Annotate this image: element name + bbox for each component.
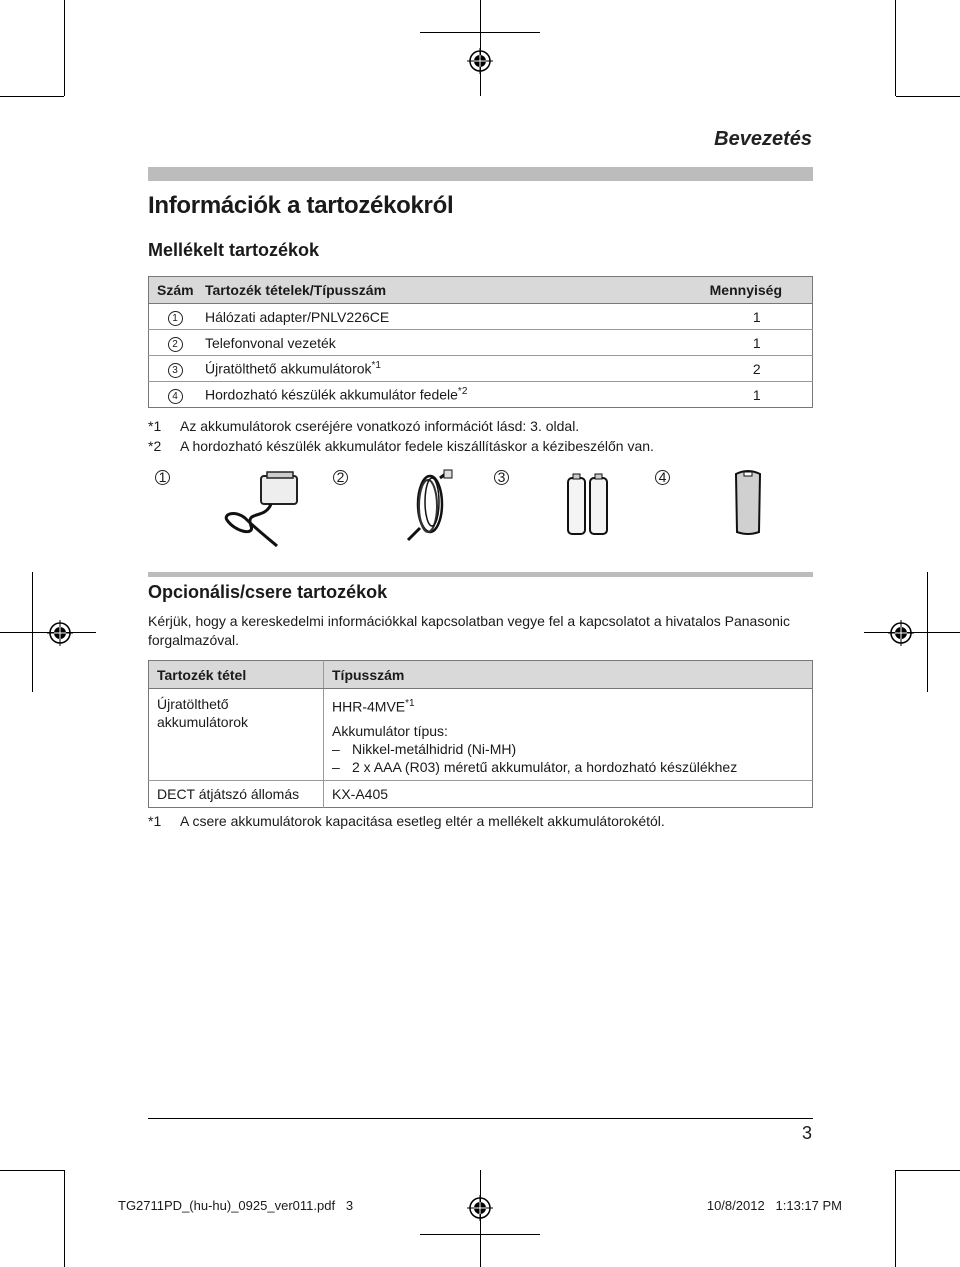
spec-text: 2 x AAA (R03) méretű akkumulátor, a hordozható készülékhez xyxy=(352,758,738,775)
footer-line xyxy=(148,1118,813,1119)
item-number: 3 xyxy=(168,363,183,378)
registration-mark-icon xyxy=(47,620,73,646)
spec-text: Nikkel-metálhidrid (Ni-MH) xyxy=(352,740,517,757)
col-header-qty: Mennyiség xyxy=(702,277,813,304)
footnote xyxy=(148,813,665,829)
table-row xyxy=(149,356,813,382)
type-number: KX-A405 xyxy=(332,785,389,802)
item-qty: 1 xyxy=(752,386,761,403)
item-name: Újratölthető akkumulátorok xyxy=(205,360,372,377)
divider xyxy=(148,167,813,181)
crop-mark xyxy=(0,1170,64,1171)
battery-cover-icon xyxy=(733,468,763,538)
dash: – xyxy=(332,740,340,757)
registration-mark-icon xyxy=(467,48,493,74)
crop-mark xyxy=(895,1170,896,1267)
item-name-line: Újratölthető xyxy=(157,696,229,712)
table-row xyxy=(149,689,813,781)
spec-item xyxy=(332,740,804,758)
item-number: 4 xyxy=(168,389,183,404)
phone-cord-icon xyxy=(400,468,456,548)
registration-mark-icon xyxy=(888,620,914,646)
section-title: Opcionális/csere tartozékok xyxy=(148,582,388,602)
section-title: Mellékelt tartozékok xyxy=(148,240,320,260)
item-name: Hálózati adapter/PNLV226CE xyxy=(205,308,390,325)
item-qty: 1 xyxy=(702,304,813,330)
table-row xyxy=(149,304,813,330)
item-qty: 2 xyxy=(702,356,813,382)
dash: – xyxy=(332,758,340,775)
footnote-ref: *1 xyxy=(371,360,381,372)
footnote-key: *1 xyxy=(148,418,162,434)
footnote-text: A csere akkumulátorok kapacitása esetleg eltér a mellékelt akkumulátorokétól. xyxy=(180,813,665,829)
page-number: 3 xyxy=(801,1123,812,1143)
section-header: Bevezetés xyxy=(714,128,812,150)
picture-label: 4 xyxy=(655,470,670,485)
registration-mark-icon xyxy=(467,1195,493,1221)
footnote-ref: *1 xyxy=(405,698,415,709)
info-paragraph: Kérjük, hogy a kereskedelmi információkkal kapcsolatban vegye fel a kapcsolatot a hivatalos Panasonic forgalmazóval. xyxy=(148,613,791,648)
item-number: 1 xyxy=(168,311,183,326)
accessories-table xyxy=(148,276,813,408)
item-qty: 1 xyxy=(702,330,813,356)
picture-label: 3 xyxy=(494,470,509,485)
ac-adapter-icon xyxy=(215,470,305,550)
battery-icon xyxy=(564,472,612,536)
col-header-num: Szám xyxy=(149,277,198,304)
col-header-type: Típusszám xyxy=(324,661,813,689)
crop-mark xyxy=(64,1170,65,1267)
crop-mark xyxy=(0,96,64,97)
crop-mark xyxy=(896,96,960,97)
page-title: Információk a tartozékokról xyxy=(148,192,454,219)
spec-item xyxy=(332,758,804,776)
print-datetime: 10/8/2012 1:13:17 PM xyxy=(706,1198,842,1213)
optional-accessories-table xyxy=(148,660,813,808)
picture-label: 2 xyxy=(333,470,348,485)
crop-mark xyxy=(895,0,896,96)
footnote-text: Az akkumulátorok cseréjére vonatkozó információt lásd: 3. oldal. xyxy=(180,418,580,434)
footnote-ref: *2 xyxy=(457,386,468,398)
item-name: Hordozható készülék akkumulátor fedele xyxy=(205,386,458,403)
footnote-key: *2 xyxy=(148,438,162,454)
spec-label: Akkumulátor típus: xyxy=(332,722,448,739)
item-name-line: akkumulátorok xyxy=(157,714,249,730)
item-name: DECT átjátszó állomás xyxy=(149,780,324,807)
table-row xyxy=(149,780,813,807)
table-row xyxy=(149,382,813,408)
col-header-item: Tartozék tétel xyxy=(149,661,324,689)
crop-mark xyxy=(64,0,65,96)
crop-mark xyxy=(896,1170,960,1171)
type-number: HHR-4MVE xyxy=(332,698,406,715)
table-row xyxy=(149,330,813,356)
footnote-text: A hordozható készülék akkumulátor fedele kiszállításkor a kézibeszélőn van. xyxy=(180,438,654,454)
footnote xyxy=(148,418,579,434)
footnote xyxy=(148,438,654,454)
item-name: Telefonvonal vezeték xyxy=(205,334,336,351)
footnote-key: *1 xyxy=(148,813,162,829)
col-header-item: Tartozék tételek/Típusszám xyxy=(197,277,702,304)
item-number: 2 xyxy=(168,337,183,352)
print-file-info: TG2711PD_(hu-hu)_0925_ver011.pdf 3 xyxy=(118,1198,354,1213)
picture-label: 1 xyxy=(155,470,170,485)
divider xyxy=(148,572,813,577)
